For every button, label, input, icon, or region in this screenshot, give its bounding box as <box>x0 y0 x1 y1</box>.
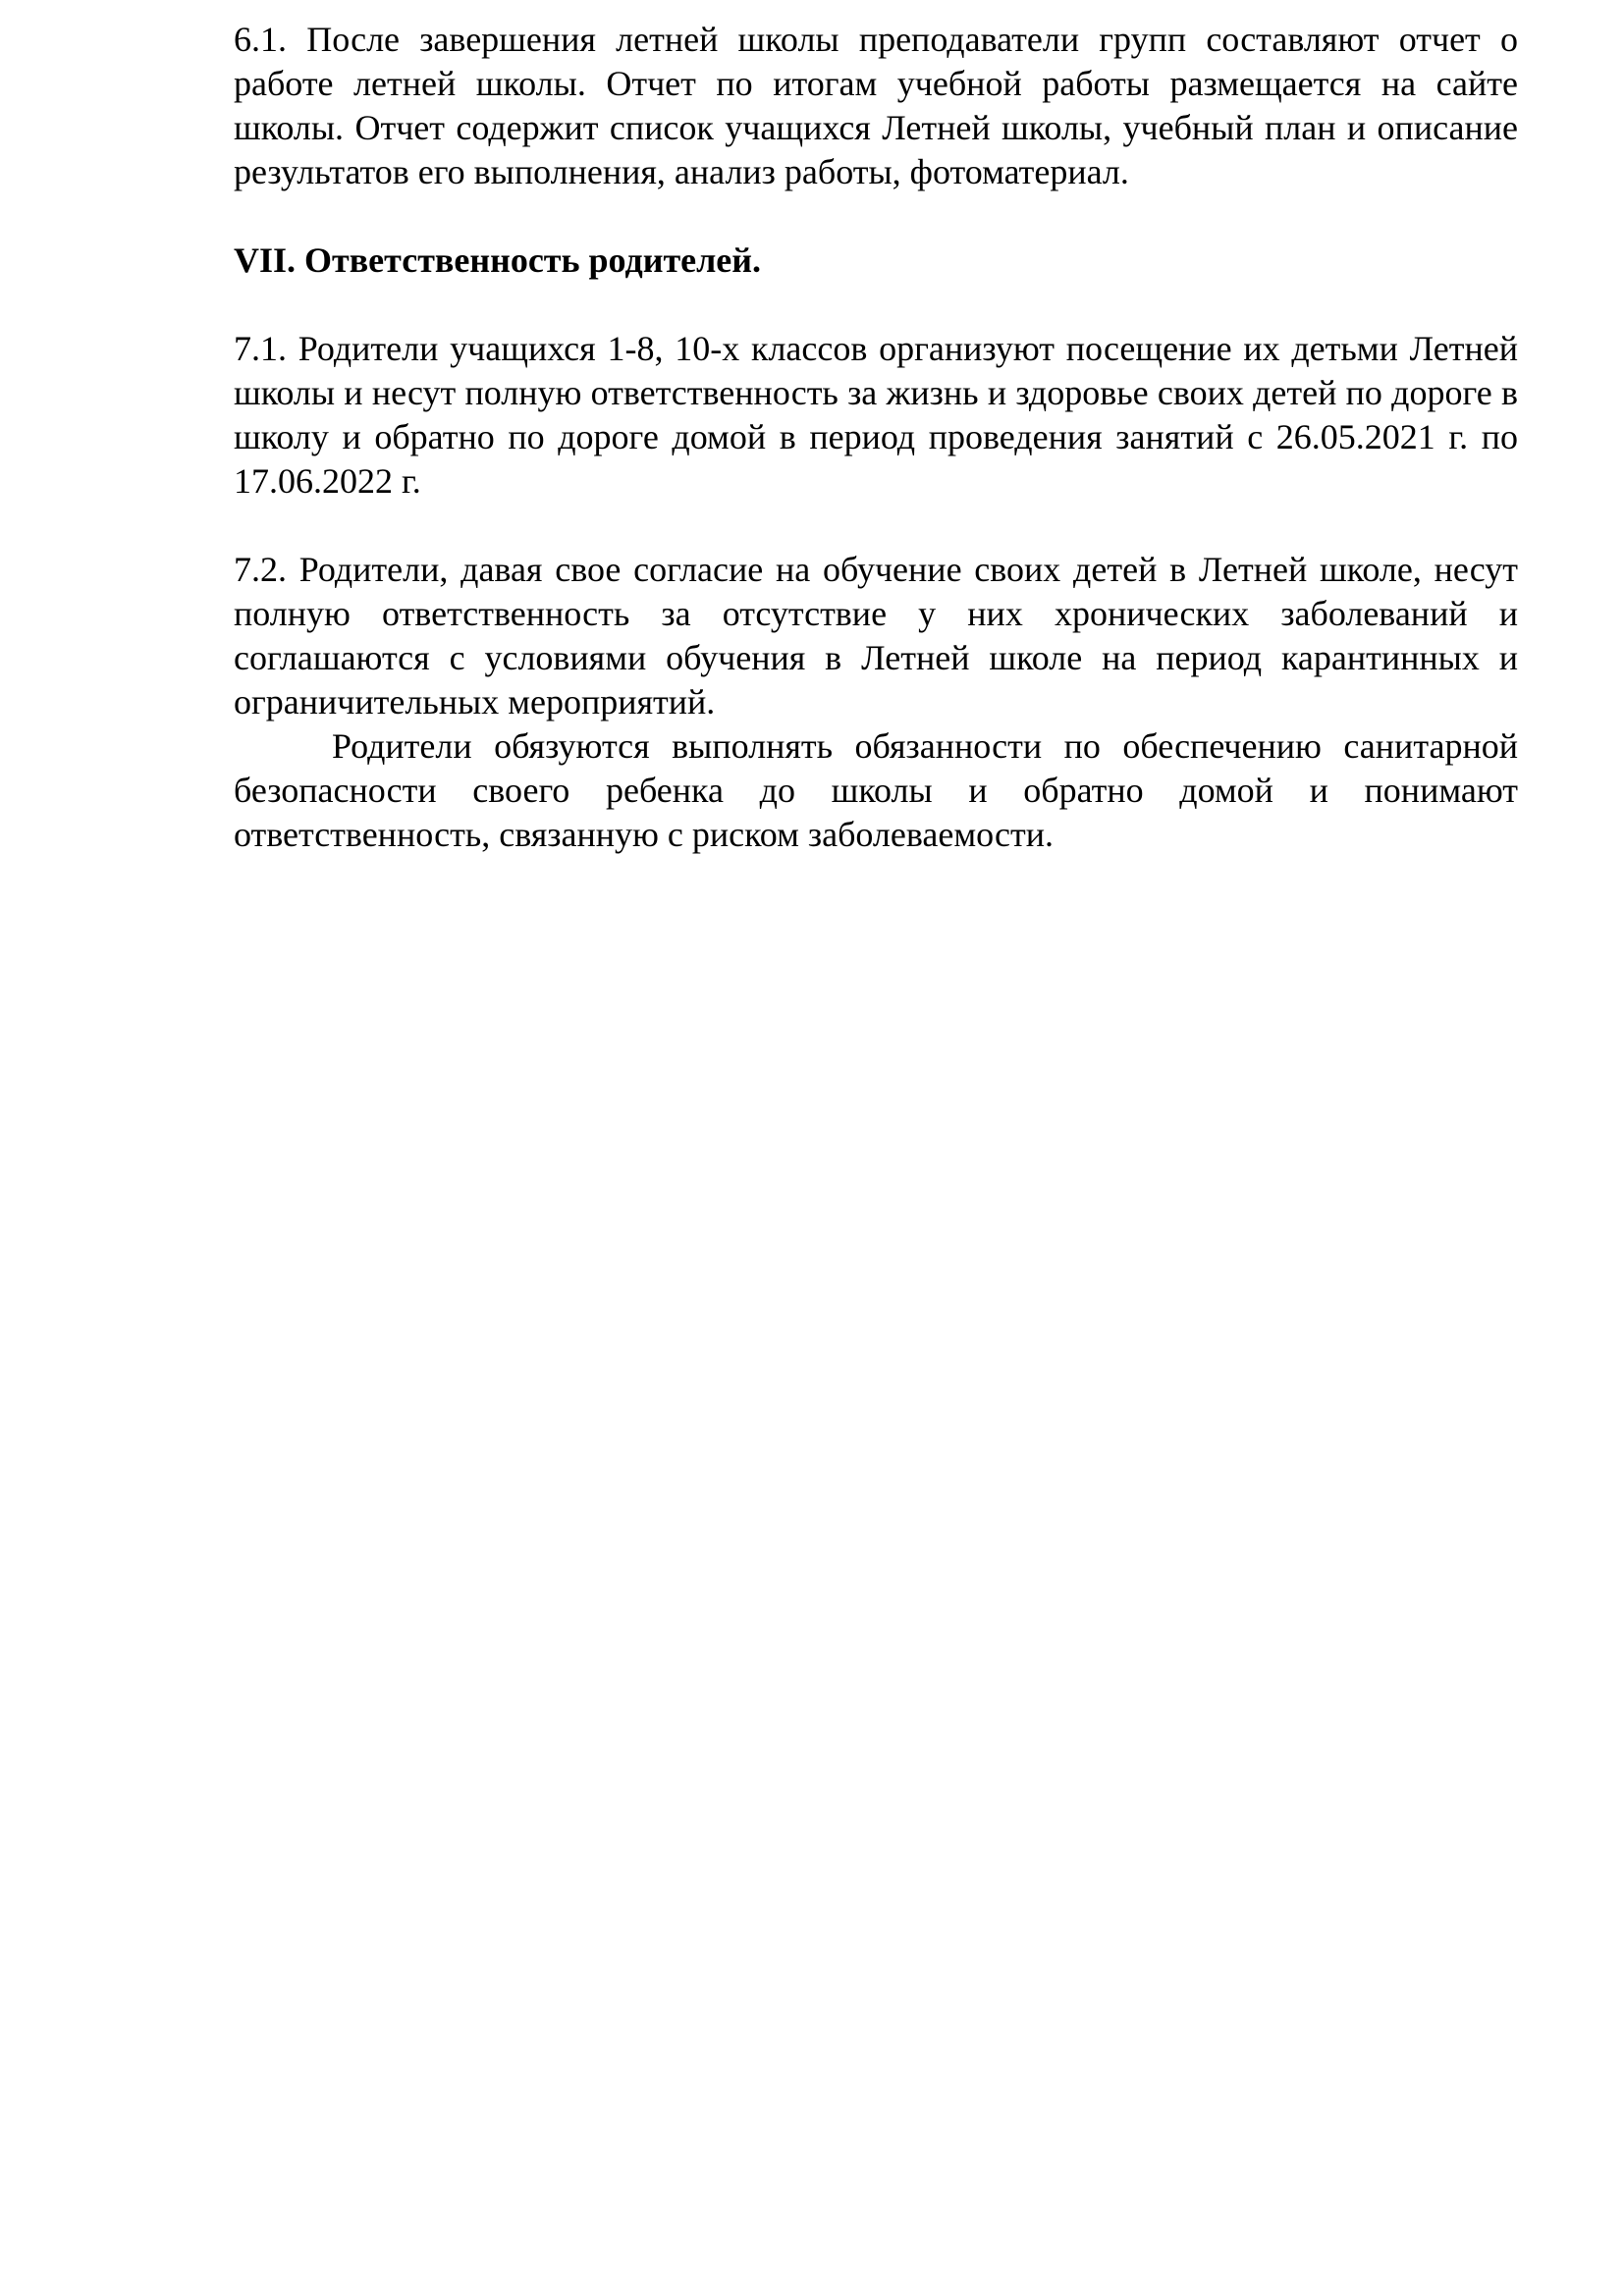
section-7-heading: VII. Ответственность родителей. <box>234 240 762 280</box>
paragraph-7-1: 7.1. Родители учащихся 1-8, 10-х классов организуют посещение их детьми Летней школы и несут полную ответственность за жизнь и здоровье своих детей по дороге в школу и обратно по дороге домой в период проведения занятий с 26.05.2021 г. по 17.06.2022 г. <box>234 329 1518 501</box>
spacer <box>234 504 1518 548</box>
paragraph-7-2-continuation: Родители обязуются выполнять обязанности по обеспечению санитарной безопасности своего ребенка до школы и обратно домой и понимают ответственность, связанную с риском заболеваемости. <box>234 726 1518 854</box>
paragraph-7-2: 7.2. Родители, давая свое согласие на обучение своих детей в Летней школе, несут полную ответственность за отсутствие у них хронических заболеваний и соглашаются с условиями обучения в Летней школе на период карантинных и ограничительных мероприятий. <box>234 550 1518 721</box>
paragraph-6-1: 6.1. После завершения летней школы преподаватели групп составляют отчет о работе летней школы. Отчет по итогам учебной работы размещается на сайте школы. Отчет содержит список учащихся Летней школы, учебный план и описание результатов его выполнения, анализ работы, фотоматериал. <box>234 20 1518 191</box>
spacer <box>234 283 1518 327</box>
page-content <box>234 18 1518 857</box>
spacer <box>234 194 1518 239</box>
